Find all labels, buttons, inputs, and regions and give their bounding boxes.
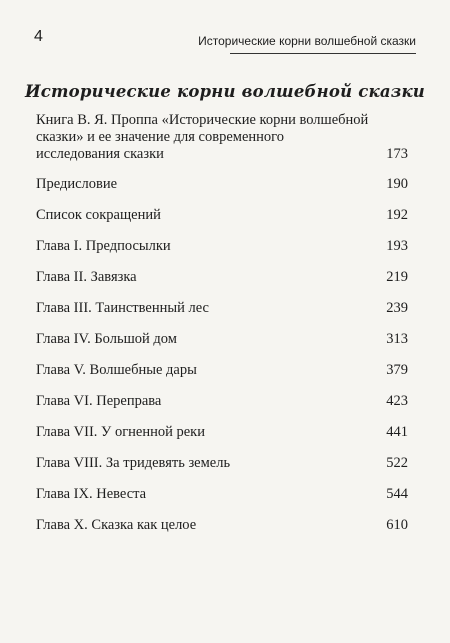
running-head: Исторические корни волшебной сказки	[198, 34, 416, 48]
toc-entry-label: Глава IV. Большой дом	[36, 331, 177, 347]
toc-entry-label: Глава VIII. За тридевять земель	[36, 455, 231, 471]
toc-entry-page: 219	[386, 269, 408, 285]
toc-entry-page: 173	[386, 146, 408, 162]
toc-entry-page: 544	[386, 486, 408, 502]
header-rule	[230, 53, 416, 54]
toc-entry-label: Глава IX. Невеста	[36, 486, 147, 502]
toc-entry	[36, 207, 408, 224]
toc-entry-label: Глава III. Таинственный лес	[36, 300, 209, 316]
toc-entry-page: 192	[386, 207, 408, 223]
table-of-contents	[36, 112, 408, 548]
toc-entry	[36, 300, 408, 317]
toc-title: Исторические корни волшебной сказки	[24, 82, 426, 101]
toc-entry	[36, 517, 408, 534]
toc-entry	[36, 176, 408, 193]
toc-entry-label: Глава I. Предпосылки	[36, 238, 171, 254]
toc-entry-page: 441	[386, 424, 408, 440]
toc-entry	[36, 486, 408, 503]
toc-entry-label: Глава V. Волшебные дары	[36, 362, 197, 378]
toc-entry-page: 610	[386, 517, 408, 533]
toc-entry-label: Предисловие	[36, 176, 118, 192]
toc-entry-label: Глава VI. Переправа	[36, 393, 162, 409]
toc-entry-label: Глава II. Завязка	[36, 269, 137, 285]
toc-entry-page: 313	[386, 331, 408, 347]
toc-entry-label: Книга В. Я. Проппа «Исторические корни волшебной сказки» и ее значение для современного исследования сказки	[36, 112, 369, 162]
toc-entry-label: Глава X. Сказка как целое	[36, 517, 197, 533]
toc-entry-page: 239	[386, 300, 408, 316]
toc-entry	[36, 331, 408, 348]
toc-entry-page: 379	[386, 362, 408, 378]
toc-entry	[36, 362, 408, 379]
toc-entry-label: Глава VII. У огненной реки	[36, 424, 205, 440]
toc-entry-page: 522	[386, 455, 408, 471]
toc-entry	[36, 112, 408, 163]
toc-entry-page: 193	[386, 238, 408, 254]
toc-entry-page: 423	[386, 393, 408, 409]
toc-entry-label: Список сокращений	[36, 207, 161, 223]
toc-entry	[36, 238, 408, 255]
toc-entry	[36, 424, 408, 441]
toc-entry	[36, 269, 408, 286]
toc-entry	[36, 455, 408, 472]
page-number: 4	[34, 28, 43, 45]
toc-entry-page: 190	[386, 176, 408, 192]
toc-entry	[36, 393, 408, 410]
